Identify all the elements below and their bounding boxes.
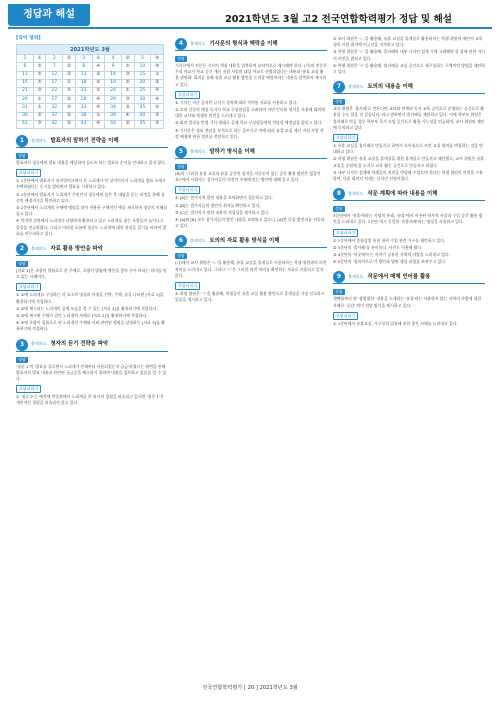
question-number: 39 <box>105 112 122 120</box>
question-number: 37 <box>46 112 63 120</box>
paragraph: ③ 회의 결과를 반영 기사 형태로 실제 학교 구성원들에게 전달할 예정임을 밝히고 있다. <box>175 120 323 126</box>
keyword-label: 출제의도 <box>348 84 364 90</box>
question-number: 12 <box>46 71 63 79</box>
section-4-header <box>175 38 327 51</box>
answer-choice: ② <box>92 71 105 79</box>
paragraph: ① 1문단에서 종합상업 통한 내력 수업 관련 가구를 제안하고 있다. <box>333 237 446 243</box>
question-number: 43 <box>75 120 92 128</box>
question-number: 14 <box>105 71 122 79</box>
keyword-label: 출제의도 <box>190 148 206 154</box>
answer-choice: ① <box>33 104 46 112</box>
answer-choice: ③ <box>151 112 164 120</box>
question-number: 24 <box>105 87 122 95</box>
section-title: 기사문의 형식과 맥락을 이해 <box>209 40 278 47</box>
answer-choice: ⑤ <box>33 112 46 120</box>
answer-label: 정답 <box>335 99 343 105</box>
section-1-header <box>16 135 168 148</box>
question-number: 3 <box>75 55 92 63</box>
section-9-body <box>333 296 485 327</box>
paragraph: ① ①에 노리개를 구성하는 각 요소의 명칭과 특징을 간략, 주체, 술을 나타낸 [자료 1]을 활용하기에 적절하다. <box>16 292 164 304</box>
answer-row <box>17 71 164 79</box>
answer-choice: ④ <box>92 96 105 104</box>
section-6-continued <box>333 36 485 75</box>
question-number: 8 <box>75 63 92 71</box>
question-number: 20 <box>134 79 151 87</box>
section-title: 발표자의 말하기 전략을 이해 <box>50 137 119 144</box>
answer-choice: ④ <box>92 104 105 112</box>
answer-row <box>17 87 164 95</box>
question-number: 21 <box>17 87 34 95</box>
question-number: 18 <box>75 79 92 87</box>
question-number: 6 <box>17 63 34 71</box>
answer-choice: ④ <box>151 55 164 63</box>
question-number: 25 <box>134 87 151 95</box>
paragraph: ② ②에 제시되는 노리개의 실제 모습을 볼 수 있는 [자료 2]를 활용하기에 적절하다. <box>16 305 158 311</box>
question-number: 44 <box>105 120 122 128</box>
answer-choice: ① <box>33 96 46 104</box>
section-2-body <box>16 268 168 333</box>
section-title: 토의의 자료 활용 방식을 이해 <box>209 238 280 245</box>
answer-choice: ③ <box>33 87 46 95</box>
answer-label: 정답 <box>335 206 343 212</box>
question-number: 35 <box>134 104 151 112</box>
section-number: 6 <box>175 235 187 247</box>
keyword-label: 출제의도 <box>190 238 206 244</box>
answer-choice: ② <box>63 55 76 63</box>
answer-choice: ① <box>151 71 164 79</box>
question-number: 16 <box>17 79 34 87</box>
answer-choice: ② <box>63 112 76 120</box>
paragraph: ① 학생 위원은 'ㄱ'을 활용해, 학생들이 유휴 교실 활용 방안으로 휴게실을 가장 선호하고 있음을 제시하고 있다. <box>175 291 325 303</box>
paragraph: ④ 기사문은 정보 전달을 목적으로 하는 글쓰기로 이에 따라 유휴 교실 개선 지원 사업 선정 배경에 관한 정보를 전달하고 있다. <box>175 127 324 139</box>
answer-row <box>17 104 164 112</box>
answer-choice: ⑤ <box>63 87 76 95</box>
paragraph: [자료 1]은 초랑이 발툼으로 한 주체로, 초랑이 발툼에 맹은을 좋아 주어 바라는 의미를 담고 있는 사례이다. <box>16 267 167 280</box>
answer-choice: ④ <box>92 120 105 128</box>
section-2-header <box>16 243 168 256</box>
answer-row <box>17 63 164 71</box>
answer-choice: ④ <box>151 87 164 95</box>
answer-label: 정답 <box>177 56 185 61</box>
paragraph: ② 교사 위원은 'ㄴ'을 활용해, 유휴 교실을 휴게실로 활용하자는 학생 위원의 제안이 교육청의 사업 취지에 어긋남을 지적하고 있다. <box>333 36 483 48</box>
answer-choice: ④ <box>92 63 105 71</box>
page-footer: 전국연합학력평가 [ 20 ] 2021학년도 3월 <box>202 685 298 691</box>
column-1 <box>16 32 168 674</box>
paragraph: ③ 내부 디자인 설계에 학생들의 의견을 반영해 주었으면 한다는 학생 위원의 의견을 수용하여, 다음 회의의 의제는 디자인 선정이었다. <box>333 169 483 182</box>
question-number: 17 <box>46 79 63 87</box>
section-title: 자료 활용 방안을 파악 <box>50 245 103 252</box>
wrong-label: 오답피하기 <box>16 283 41 291</box>
paragraph: ③ [C]는 참가자가 말한 내용의 적절성을 평가하고 있다. <box>175 209 270 215</box>
answer-choice: ① <box>63 79 76 87</box>
answer-row <box>17 112 164 120</box>
question-number: 15 <box>134 71 151 79</box>
answer-table <box>16 44 164 129</box>
answer-choice: ⑤ <box>121 63 134 71</box>
section-6-header <box>175 235 327 248</box>
question-number: 9 <box>105 63 122 71</box>
paragraph: 셋쨋줄부터 정 '광범위한' 내용을 소개하는 '유휴'라는 사용하지 않는 지역의 자랑에 대한 사례로 '공감' 의미 전달 방식을 제시하고 있다. <box>333 296 482 308</box>
section-title: 작문에서 매체 언어를 활용 <box>367 274 431 281</box>
answer-choice: ⑤ <box>151 104 164 112</box>
paragraph: ① 유휴 교실을 휴카페로 만들기로 하면서 오아청으로 쓰던 교실 위치를 변경하는 것을 반대하고 있다. <box>333 143 483 155</box>
section-5-body <box>175 171 327 229</box>
section-1-body <box>16 160 168 237</box>
section-9-header <box>333 271 485 284</box>
section-8-header <box>333 188 485 201</box>
question-number: 38 <box>75 112 92 120</box>
section-number: 4 <box>175 38 187 50</box>
paragraph: ④ 5문단의 '결과적으로'가 방안과 발판 생성 과정을 보여주고 있다. <box>333 259 447 265</box>
header-tab: 정답과 해설 <box>8 4 90 26</box>
answer-choice: ④ <box>151 96 164 104</box>
section-title: 토의의 내용을 이해 <box>367 84 413 91</box>
wrong-label: 오답피하기 <box>175 91 200 99</box>
keyword-label: 출제의도 <box>348 274 364 280</box>
paragraph: ④ [A]와 [B] 모두 참가자들의 발언 내용을 요약하고 있으나, [A]만 다음 발언자를 지목하고 있다. <box>175 217 325 229</box>
keyword-label: 출제의도 <box>190 40 206 46</box>
question-number: 4 <box>105 55 122 63</box>
section-title: 말하기 방식을 이해 <box>209 148 255 155</box>
column-3 <box>333 32 485 674</box>
answer-label: 정답 <box>18 356 26 362</box>
answer-choice: ② <box>63 120 76 128</box>
keyword-label: 출제의도 <box>348 191 364 197</box>
paragraph: ① 기자는 지난 공지인 급식기 설치에 따라 적지된 자료를 사용하고 있다. <box>175 99 298 105</box>
answer-label: 정답 <box>18 260 26 266</box>
paragraph: ② 1문단에서 발표자가 노리개가 무엇인지 청중에게 물은 후 대답을 듣는 과정을 통해 청중의 배경지식을 확인하고 있다. <box>16 191 165 203</box>
answer-choice: ② <box>121 120 134 128</box>
answer-choice: ① <box>92 55 105 63</box>
question-number: 28 <box>75 96 92 104</box>
paragraph: ② 학생 위원은 유휴 교실을 휴게실을 위한 휴게실로 만들자고 제안했고, 교사 위원은 유휴 교실을 공원에 쓸 도서로 교육 활동 공간으로 만들자고 하였다. <box>333 156 485 168</box>
answer-label: 정답 <box>177 164 185 170</box>
section-title: 청자의 듣기 전략을 파악 <box>50 341 109 348</box>
keyword-label: 출제의도 <box>31 341 47 347</box>
section-number: 9 <box>333 271 345 283</box>
section-3-header <box>16 339 168 352</box>
section-number: 3 <box>16 339 28 351</box>
paragraph: (B)의 '그러한 유휴 교실과 유휴 공간의 성격을 이루듯이 있는 공간 활용 방안은 없을까요?'에서 사회자는 참가자들의 의견이 주제에 맞는 방안에 대해 묻고 있다. <box>175 171 321 183</box>
answer-choice: ① <box>33 55 46 63</box>
question-number: 27 <box>46 96 63 104</box>
wrong-label: 오답피하기 <box>333 229 358 237</box>
answer-choice: ② <box>121 55 134 63</box>
section-7-header <box>333 81 485 94</box>
section-4-body <box>175 63 327 140</box>
answer-label: 정답 <box>335 289 343 295</box>
answer-choice: ③ <box>121 96 134 104</box>
question-number: 5 <box>134 55 151 63</box>
question-number: 36 <box>17 112 34 120</box>
paragraph: '청중 1'의 '발표를 들으면서 노리개가 언제부터 사용되었는지 궁금'하였다는 답변을 통해 발표자가 발표 내용과 관련된 궁금증을 해소하기 위하여 내용을 검토하고 있음을 알 수 있다. <box>16 363 167 381</box>
question-number: 30 <box>134 96 151 104</box>
section-number: 7 <box>333 81 345 93</box>
question-number: 2 <box>46 55 63 63</box>
paragraph: ③ 학생 위원은 'ㄷ'을 활용해, 휴카페의 내부 디자인 설계 시에 고려해야 할 점에 관한 자신의 의견을 밝히고 있다. <box>333 49 485 61</box>
wrong-label: 오답피하기 <box>16 169 41 177</box>
section-number: 8 <box>333 188 345 200</box>
wrong-label: 오답피하기 <box>175 282 200 290</box>
answer-choice: ④ <box>151 63 164 71</box>
paragraph: (나)에서 교사 위원은 'ㄴ'을 활용해, 유휴 교실을 휴게실로 이용하자는 학생 위원과의 의견 차이를 드러내고 있다. 그러나 'ㄷ'은 그러한 의견 차이를 확인하는 자료로 사용되고 있지 않다. <box>175 260 327 278</box>
subject-area: [국어 영역] <box>16 36 41 41</box>
paragraph: ① 1문단에서 발표자가 뮤지엄이크에서 본 노리개가 만 상적이어서 노리개를 발표 소재로 선택하였다는 동기를 밝히면서 발표를 시작하고 있다. <box>16 178 166 190</box>
question-number: 45 <box>134 120 151 128</box>
answer-choice: ⑤ <box>33 71 46 79</box>
page-title: 2021학년도 3월 고2 전국연합학력평가 정답 및 해설 <box>225 14 452 25</box>
paragraph: ① [A]는 참가자의 발언 내용을 요약하면서 질문하고 있다. <box>175 195 274 201</box>
paragraph: 교사 위원은 '휴카페'로 만든다면 교과와 연계된 독서 교육 공간으로 운영하는 공간으로 활용할 수도 있을 것 같습니다.'라고 말하면서 휴카페를 제안하고 있다. 이에 학부모 위원은 휴카페로 만들 경우 학부모 독서 모임 공간으로 활용 가능성을 언급하며, 교사 위원의 제안에 동의하고 있다. <box>333 106 485 130</box>
answer-label: 정답 <box>18 152 26 158</box>
paragraph: 발표자가 청중에게 발표 내용을 예상하여 들도록 하는 발표의 순서를 안내하고 있지 않다. <box>16 159 167 165</box>
paragraph: ① '청중 2'는 예전에 박물관에서 노리개를 본 과거의 경험을 떠올리고 있지만 '청중 1'은 개인적인 경험을 떠올리지 않고 있다. <box>16 394 164 406</box>
paragraph: 기사문에서 전문은 기사의 핵심 내용을 압축하여 요약적으로 제시해야 한다. (가)의 전문은 우리 학교가 학교 공간 개선 지원 사업의 대상 학교로 선정되었다는 내용과 '유휴 교실 활용 위원회' 회의를 통해 유휴 교실 활용 방안을 논의할 예정이라는 내용을 압축하여 제시하고 있다. <box>175 63 327 87</box>
question-number: 40 <box>134 112 151 120</box>
answer-choice: ④ <box>121 112 134 120</box>
paragraph: 5문단에서 '유휴카페'는 지명의 유래, '유휴'에서 비롯된 역사적 사실과 수업 공간 활용 방안을 드러내고 있다. 2문단 역시 동일한 '유휴카페'라는 명칭을 사용하고 있다. <box>333 213 483 225</box>
paragraph: ④ 학생 위원은 'ㄹ'을 활용해, 휴카페를 교실 공간으로 재구성하는 구체적인 방법을 제안하고 있다. <box>333 62 485 75</box>
answer-year: 2021학년도 3월 <box>17 45 164 55</box>
question-number: 33 <box>75 104 92 112</box>
question-number: 13 <box>75 71 92 79</box>
answer-choice: ① <box>92 87 105 95</box>
answer-choice: ⑤ <box>33 79 46 87</box>
answer-row <box>17 79 164 87</box>
paragraph: ② 3문단의 '휴카페'를 흥미롭다, 사진도 이용해 왔다. <box>333 244 423 250</box>
section-title: 작문 계획에 따라 내용을 이해 <box>367 191 438 198</box>
paragraph: ① 1문단에서 유휴교실, 가구물의 일과에 관한 좋은 사례를 드러내고 있다. <box>333 320 458 326</box>
paragraph: ② [B]는 참가자들의 방안의 취지를 확인하고 있다. <box>175 202 261 208</box>
answer-choice: ⑤ <box>121 79 134 87</box>
paragraph: ④ ④에 초랑이 빌툼으로 된 노리개의 주체와 이와 관련된 쟁점을 설명하는 [자료 3]를 활용하기에 적절하다. <box>16 320 165 332</box>
answer-label: 정답 <box>177 253 185 259</box>
question-number: 29 <box>105 96 122 104</box>
paragraph: ③ 4문단의 '이곳에서'는 이야기 공유한 지역의 자랑을 드러내고 있다. <box>333 252 450 258</box>
paragraph: ③ ③에 제시된 주체가 걸린 노리개의 사례로 [자료 2]를 활용하기에 적절하다. <box>16 312 148 318</box>
answer-row <box>17 55 164 63</box>
wrong-label: 오답피하기 <box>333 134 358 142</box>
paragraph: ② 교내 신문의 예상 독자가 학교 구성원임을 고려하여 지면 인터뷰 형식을 사용해 회의에 대한 교사와 학생의 의견을 드러내고 있다. <box>175 107 325 119</box>
question-number: 41 <box>17 120 34 128</box>
question-number: 32 <box>46 104 63 112</box>
section-5-header <box>175 146 327 159</box>
answer-choice: ③ <box>121 71 134 79</box>
answer-choice: ② <box>121 104 134 112</box>
section-8-body <box>333 213 485 265</box>
answer-choice: ③ <box>63 104 76 112</box>
section-number: 2 <box>16 243 28 255</box>
answer-row <box>17 120 164 128</box>
question-number: 26 <box>17 96 34 104</box>
answer-choice: ③ <box>33 120 46 128</box>
question-number: 34 <box>105 104 122 112</box>
answer-choice: ③ <box>151 120 164 128</box>
answer-choice: ① <box>92 112 105 120</box>
question-number: 19 <box>105 79 122 87</box>
wrong-label: 오답피하기 <box>16 385 41 393</box>
column-2 <box>175 32 327 674</box>
section-3-body <box>16 364 168 407</box>
answer-choice: ⑤ <box>92 79 105 87</box>
answer-choice: ① <box>121 87 134 95</box>
answer-choice: ② <box>63 96 76 104</box>
answer-choice: ③ <box>151 79 164 87</box>
paragraph: ③ 2문단에서 노리개의 주체에 맹원을 달아 착용한 구체적인 예를 제시하며 청중의 이해를 돕고 있다. <box>16 204 168 217</box>
answer-choice: ⑤ <box>33 63 46 71</box>
question-number: 11 <box>17 71 34 79</box>
answer-choice: ③ <box>63 71 76 79</box>
section-number: 1 <box>16 135 28 147</box>
section-number: 5 <box>175 146 187 158</box>
wrong-label: 오답피하기 <box>175 186 200 194</box>
section-7-body <box>333 106 485 182</box>
answer-choice: ② <box>63 63 76 71</box>
question-number: 31 <box>17 104 34 112</box>
question-number: 22 <box>46 87 63 95</box>
paragraph: ④ 박지막 문단에서 노리개가 다양하게 활용되고 있고 노리개를 찾는 사람들이 늘어나고 있음을 언급하였다. 그리고 이러한 흐름에 청중도 노리개에 대한 관심을 갖기를 바라며 발표를 마무리하고 있다. <box>16 218 167 236</box>
question-number: 7 <box>46 63 63 71</box>
header-divider <box>8 27 492 29</box>
question-number: 1 <box>17 55 34 63</box>
question-number: 23 <box>75 87 92 95</box>
keyword-label: 출제의도 <box>31 245 47 251</box>
section-6-body <box>175 260 327 303</box>
answer-row <box>17 96 164 104</box>
keyword-label: 출제의도 <box>31 137 47 143</box>
question-number: 42 <box>46 120 63 128</box>
wrong-label: 오답피하기 <box>333 312 358 320</box>
question-number: 10 <box>134 63 151 71</box>
